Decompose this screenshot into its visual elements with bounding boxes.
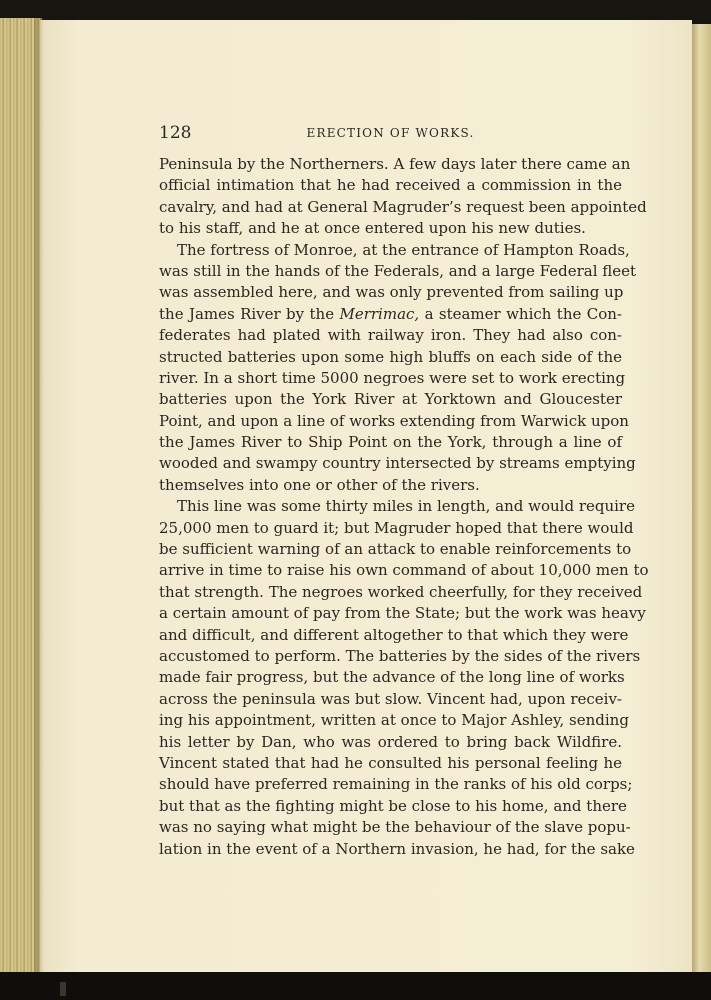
text-line: river. In a short time 5000 negroes were set to work erecting <box>159 368 626 387</box>
scan-mark <box>60 982 66 996</box>
text-line: This line was some thirty miles in length, and would require <box>177 497 635 516</box>
text-line: themselves into one or other of the rivers. <box>159 475 480 494</box>
text-line: official intimation that he had received a commission in the <box>159 176 622 195</box>
text-segment: a steamer which the Con- <box>419 304 622 323</box>
text-line: and difficult, and different altogether to that which they were <box>159 625 629 644</box>
text-line: was still in the hands of the Federals, and a large Federal fleet <box>159 261 637 280</box>
text-line: Vincent stated that had he consulted his personal feeling he <box>159 753 622 772</box>
italic-ship-name: Merrimac, <box>339 304 420 323</box>
text-line: Peninsula by the Northerners. A few days later there came an <box>159 155 631 173</box>
text-line: wooded and swampy country intersected by streams emptying <box>159 454 636 473</box>
scan-top-border <box>0 0 711 22</box>
text-line: The fortress of Monroe, at the entrance of Hampton Roads, <box>177 240 630 259</box>
text-line: ing his appointment, written at once to Major Ashley, sending <box>159 711 629 730</box>
text-line: be sufficient warning of an attack to enable reinforcements to <box>159 540 632 559</box>
text-line: was assembled here, and was only prevented from sailing up <box>159 283 624 302</box>
text-line: lation in the event of a Northern invasion, he had, for the sake <box>159 839 635 858</box>
text-line: cavalry, and had at General Magruder’s request been appointed <box>159 197 647 216</box>
text-line: but that as the fighting might be close to his home, and there <box>159 796 627 815</box>
running-head: ERECTION OF WORKS. <box>306 126 475 140</box>
scan-bottom-border <box>0 972 711 1000</box>
text-line: structed batteries upon some high bluffs on each side of the <box>159 347 622 366</box>
text-line: accustomed to perform. The batteries by the sides of the rivers <box>159 646 641 665</box>
page-header <box>159 123 622 147</box>
text-line: the James River to Ship Point on the York, through a line of <box>159 433 622 452</box>
text-line: a certain amount of pay from the State; but the work was heavy <box>159 604 646 623</box>
text-line: Point, and upon a line of works extending from Warwick upon <box>159 411 629 430</box>
text-line: arrive in time to raise his own command of about 10,000 men to <box>159 561 649 580</box>
book-page-edge-right <box>692 24 711 972</box>
page-number: 128 <box>159 123 192 143</box>
text-segment: the James River by the <box>159 304 335 323</box>
text-line: that strength. The negroes worked cheerfully, for they received <box>159 582 643 601</box>
text-line: his letter by Dan, who was ordered to bring back Wildfire. <box>159 732 622 751</box>
text-line: made fair progress, but the advance of the long line of works <box>159 668 625 687</box>
text-line: batteries upon the York River at Yorktown and Gloucester <box>159 390 622 409</box>
text-line: was no saying what might be the behaviour of the slave popu- <box>159 818 631 837</box>
text-line: should have preferred remaining in the ranks of his old corps; <box>159 775 633 794</box>
body-text <box>159 154 649 860</box>
text-line: federates had plated with railway iron. They had also con- <box>159 326 622 345</box>
text-line: 25,000 men to guard it; but Magruder hoped that there would <box>159 518 634 537</box>
text-line: across the peninsula was but slow. Vincent had, upon receiv- <box>159 689 622 708</box>
gutter-shadow <box>34 18 44 976</box>
text-line: to his staff, and he at once entered upon his new duties. <box>159 219 586 238</box>
text-line-merrimac <box>159 304 622 325</box>
